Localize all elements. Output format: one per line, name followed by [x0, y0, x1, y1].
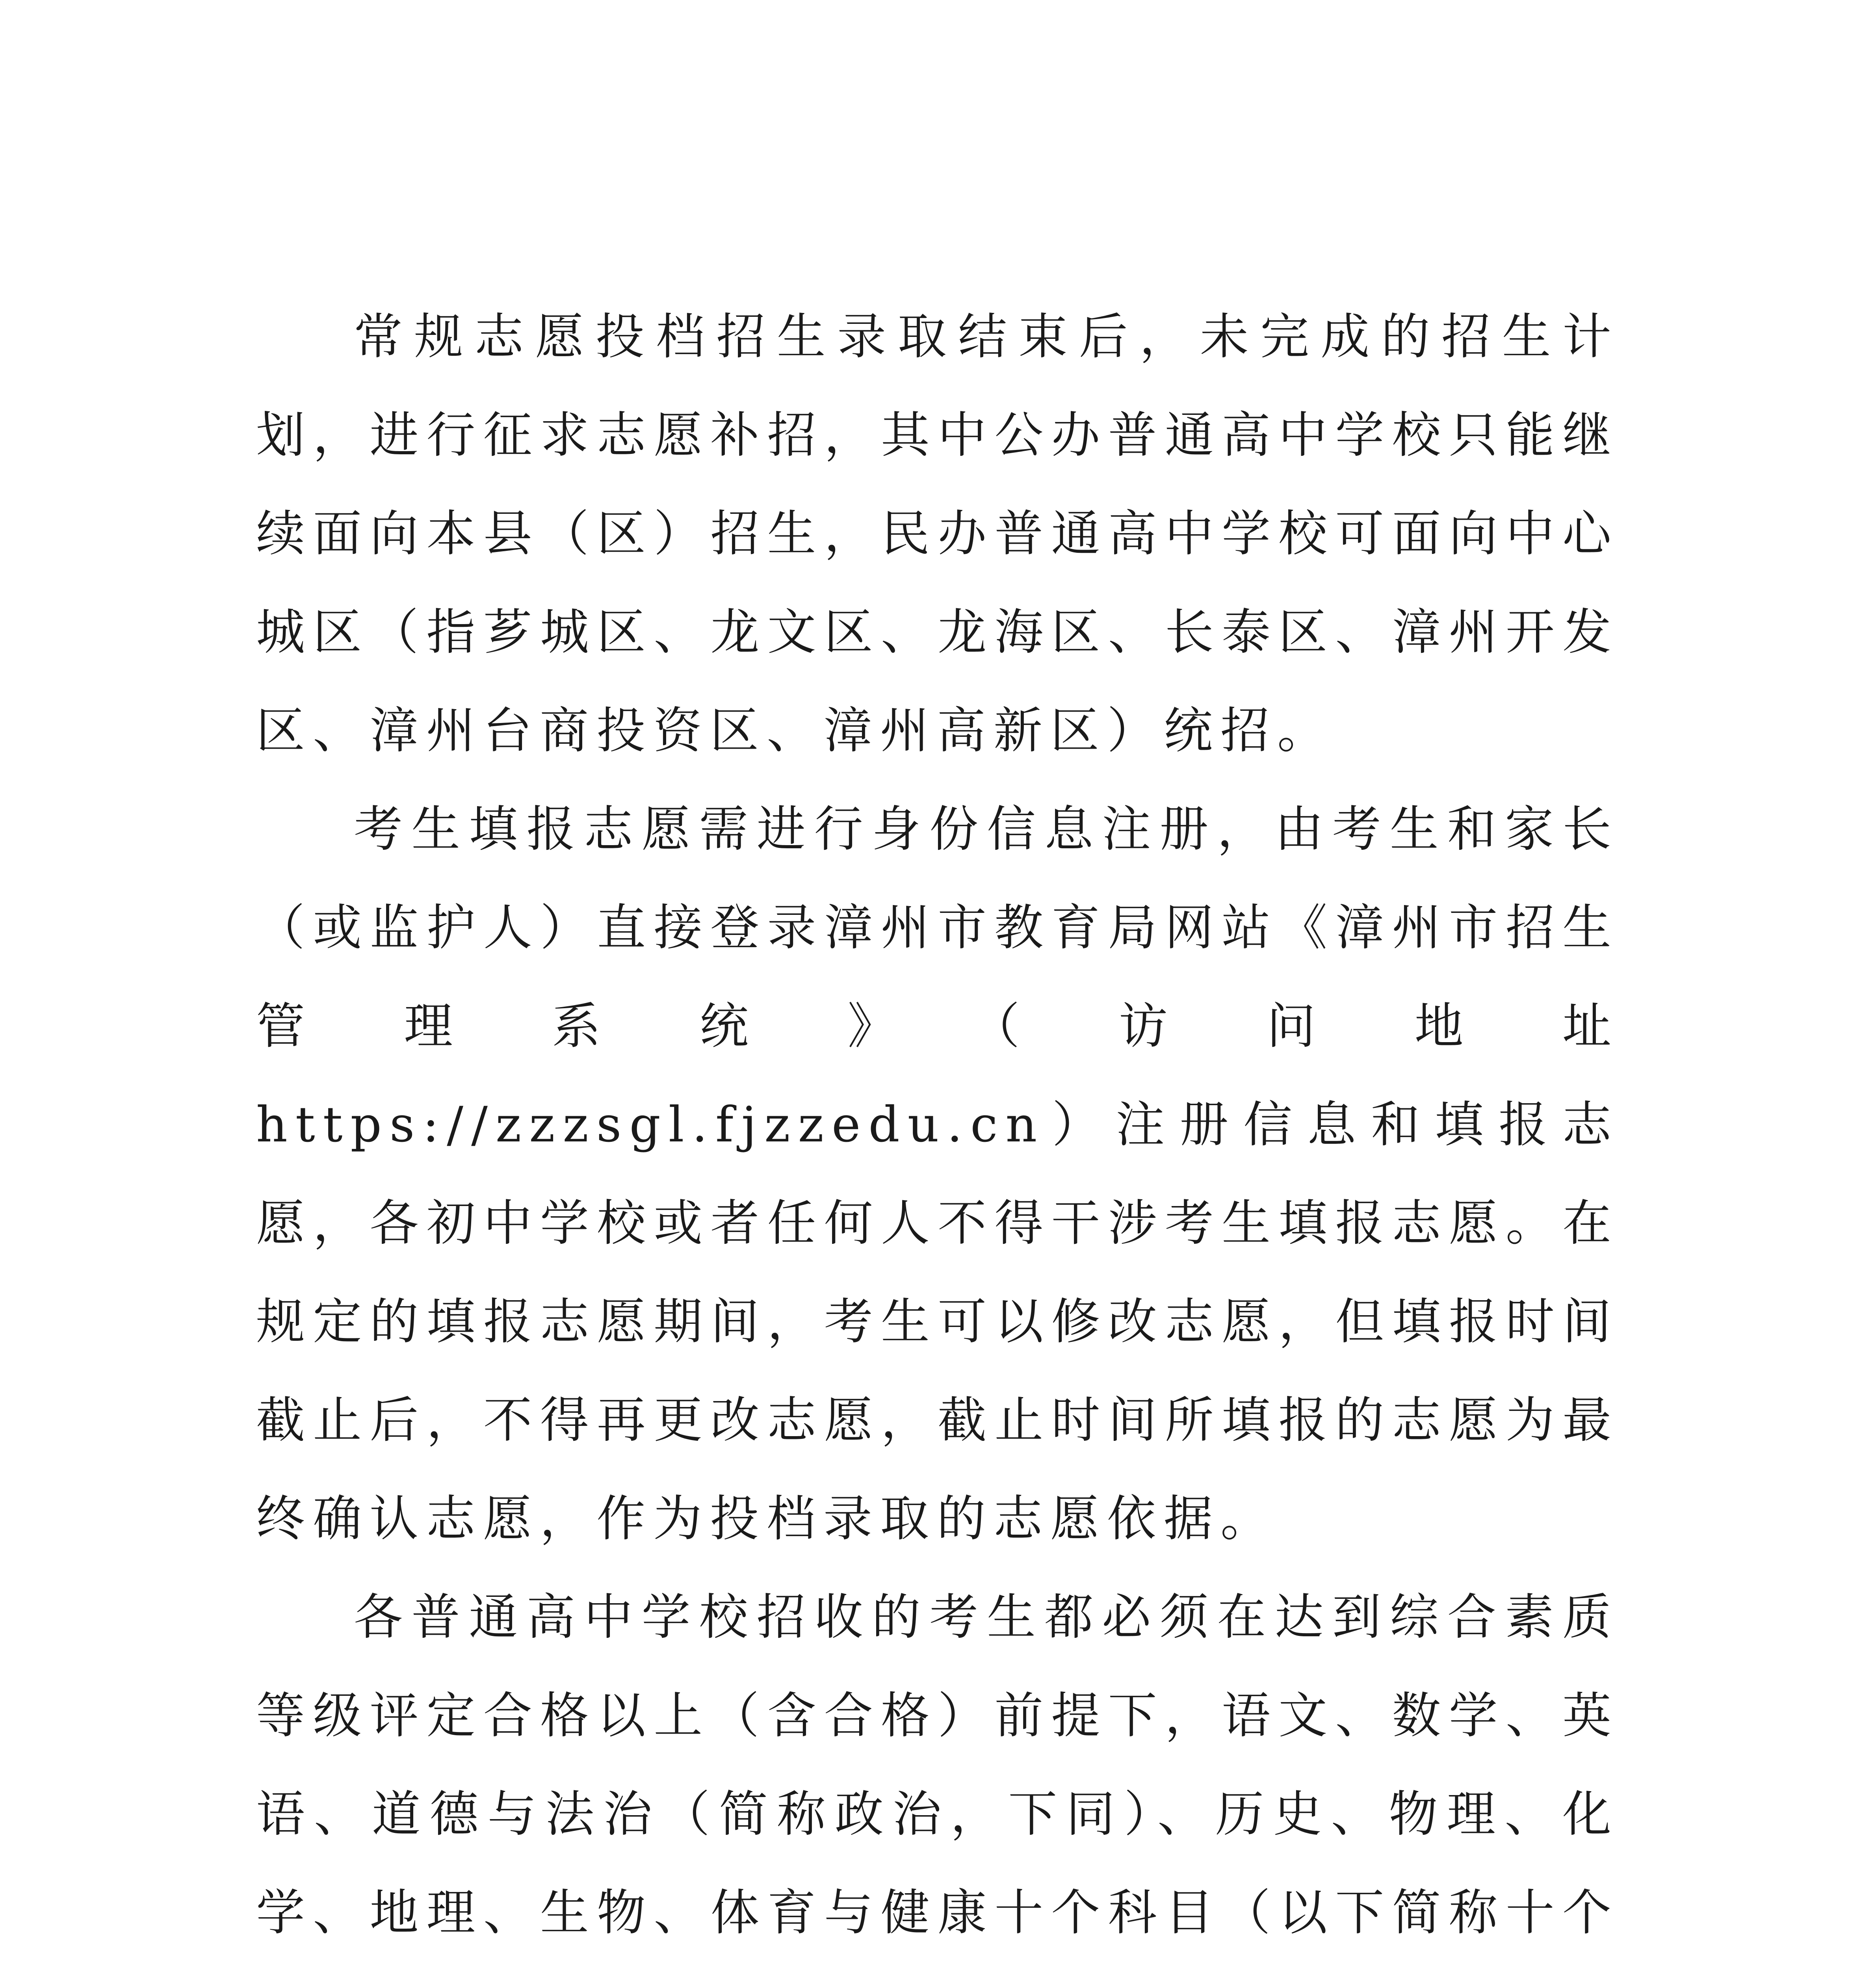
body-text: [256, 288, 1619, 1970]
paragraph-admission-requirements: 各普通高中学校招收的考生都必须在达到综合素质等级评定合格以上（含合格）前提下，语文、数学、英语、道德与法治（简称政治，下同）、历史、物理、化学、地理、生物、体育与健康十个科目（以下简称十个: [256, 1589, 1619, 1941]
paragraph-application-registration: 考生填报志愿需进行身份信息注册，由考生和家长（或监护人）直接登录漳州市教育局网站《漳州市招生管理系统》（访问地址 https://zzzsgl.fjzzedu.cn）注册信息和填报志愿，各初中学校或者任何人不得干涉考生填报志愿。在规定的填报志愿期间，考生可以修改志愿，但填报时间截止后，不得再更改志愿，截止时间所填报的志愿为最终确认志愿，作为投档录取的志愿依据。: [256, 801, 1619, 1547]
paragraph-supplementary-enrollment: 常规志愿投档招生录取结束后，未完成的招生计划，进行征求志愿补招，其中公办普通高中学校只能继续面向本县（区）招生，民办普通高中学校可面向中心城区（指芗城区、龙文区、龙海区、长泰区、漳州开发区、漳州台商投资区、漳州高新区）统招。: [256, 309, 1619, 759]
